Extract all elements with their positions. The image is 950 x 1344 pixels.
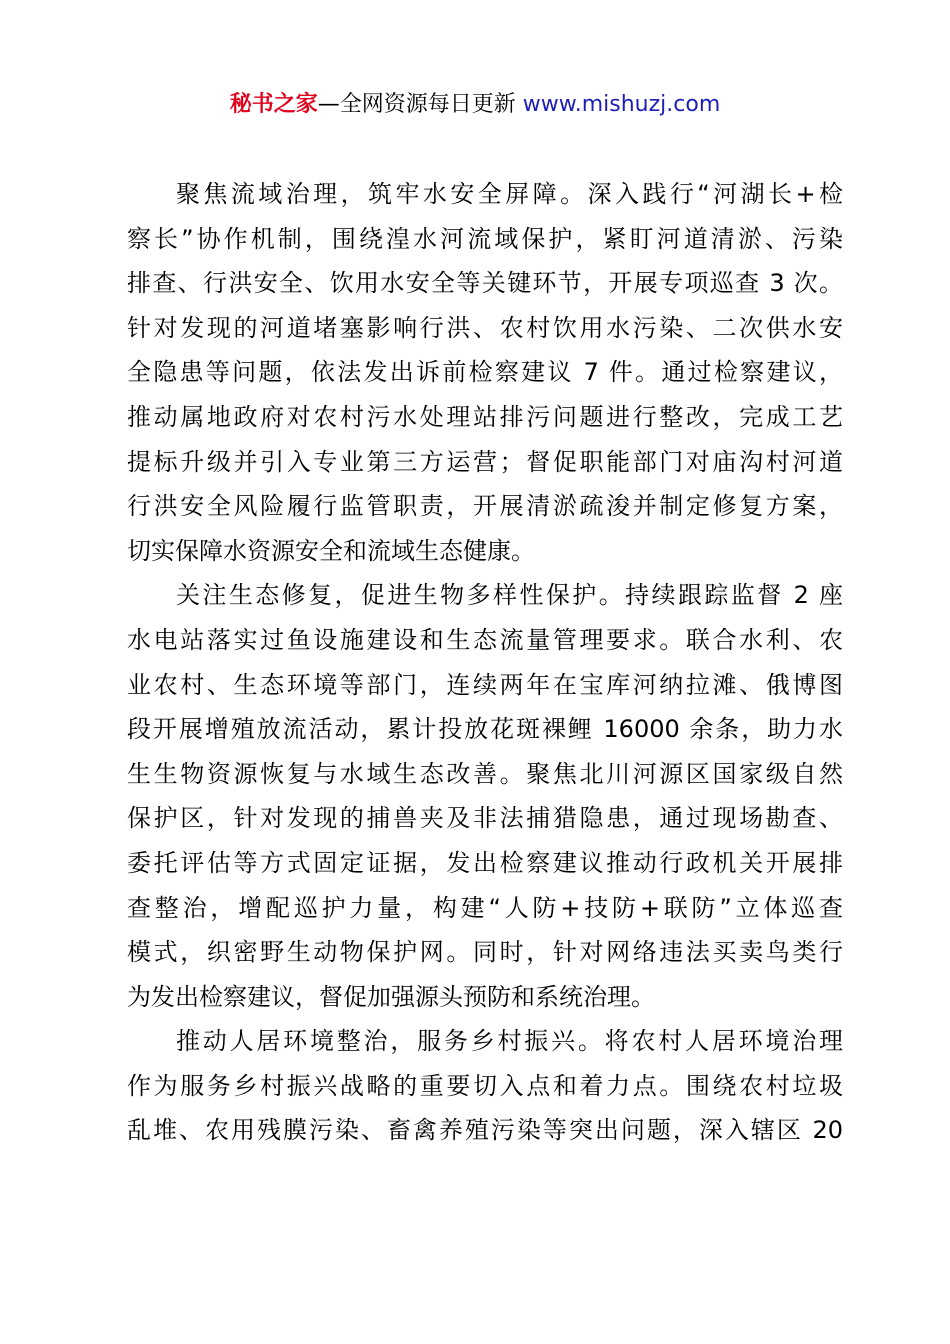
paragraph-ecological-restoration: [127, 573, 843, 1019]
text-line: 针对发现的河道堵塞影响行洪、农村饮用水污染、二次供水安: [127, 313, 843, 342]
text-line: 委托评估等方式固定证据，发出检察建议推动行政机关开展排: [127, 848, 843, 877]
text-line: 作为服务乡村振兴战略的重要切入点和着力点。围绕农村垃圾: [127, 1071, 843, 1100]
site-url-link[interactable]: www.mishuzj.com: [522, 92, 721, 117]
text-line: 切实保障水资源安全和流域生态健康。: [127, 536, 535, 565]
text-line: 聚焦流域治理，筑牢水安全屏障。深入践行“河湖长+检: [176, 180, 843, 208]
text-line: 全隐患等问题，依法发出诉前检察建议 7 件。通过检察建议，: [127, 358, 843, 387]
document-body: [127, 172, 843, 1153]
text-line: 查整治，增配巡护力量，构建“人防+技防+联防”立体巡查: [127, 893, 843, 922]
paragraph-water-safety: [127, 172, 843, 573]
text-line: 推动属地政府对农村污水处理站排污问题进行整改，完成工艺: [127, 402, 843, 431]
text-line: 生生物资源恢复与水域生态改善。聚焦北川河源区国家级自然: [127, 759, 843, 788]
text-line: 水电站落实过鱼设施建设和生态流量管理要求。联合水利、农: [127, 625, 843, 654]
text-line: 提标升级并引入专业第三方运营；督促职能部门对庙沟村河道: [127, 447, 843, 476]
site-header: [0, 88, 950, 122]
text-line: 段开展增殖放流活动，累计投放花斑裸鲤 16000 余条，助力水: [127, 715, 843, 744]
text-line: 保护区，针对发现的捕兽夹及非法捕猎隐患，通过现场勘查、: [127, 804, 843, 833]
site-brand: 秘书之家: [229, 92, 318, 117]
text-line: 模式，织密野生动物保护网。同时，针对网络违法买卖鸟类行: [127, 938, 843, 967]
text-line: 排查、行洪安全、饮用水安全等关键环节，开展专项巡查 3 次。: [127, 269, 843, 298]
text-line: 关注生态修复，促进生物多样性保护。持续跟踪监督 2 座: [176, 581, 843, 610]
text-line: 推动人居环境整治，服务乡村振兴。将农村人居环境治理: [176, 1027, 843, 1056]
site-tagline: —全网资源每日更新: [317, 92, 523, 117]
text-line: 行洪安全风险履行监管职责，开展清淤疏浚并制定修复方案，: [127, 492, 843, 521]
text-line: 乱堆、农用残膜污染、畜禽养殖污染等突出问题，深入辖区 20: [127, 1116, 843, 1145]
text-line: 为发出检察建议，督促加强源头预防和系统治理。: [127, 982, 655, 1011]
text-line: 业农村、生态环境等部门，连续两年在宝库河纳拉滩、俄博图: [127, 670, 843, 699]
paragraph-living-environment: [127, 1019, 843, 1153]
text-line: 察长”协作机制，围绕湟水河流域保护，紧盯河道清淤、污染: [127, 224, 843, 253]
